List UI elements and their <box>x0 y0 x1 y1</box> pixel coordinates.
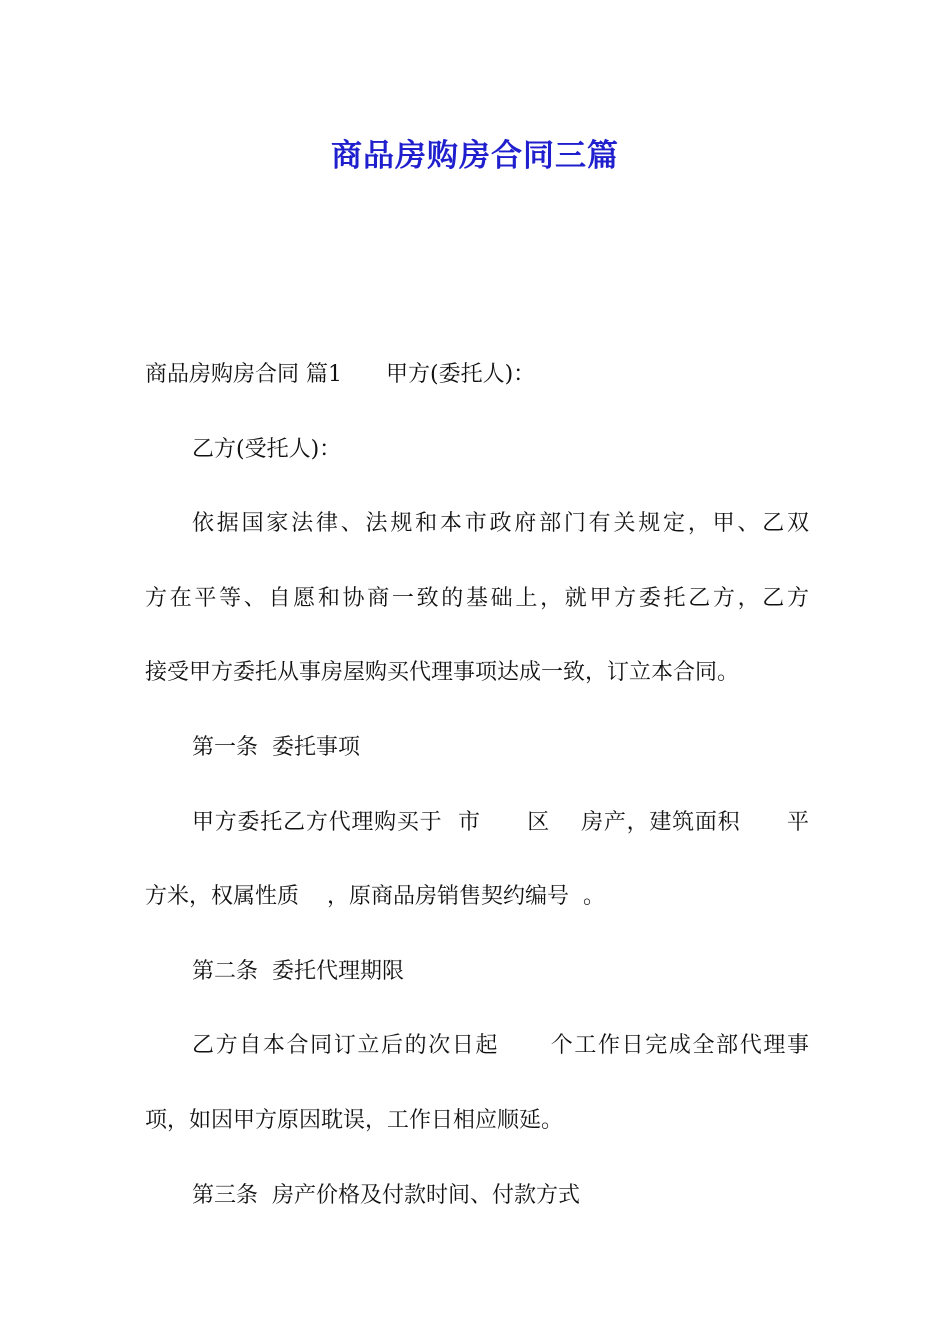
paragraph-preamble-line-2: 方在平等、自愿和协商一致的基础上，就甲方委托乙方，乙方 <box>145 585 809 611</box>
article-1-heading: 第一条 委托事项 <box>192 734 360 760</box>
article-2-line-1: 乙方自本合同订立后的次日起 个工作日完成全部代理事 <box>192 1033 809 1059</box>
paragraph-party-b: 乙方(受托人)： <box>192 436 342 462</box>
document-title: 商品房购房合同三篇 <box>331 138 619 174</box>
article-1-line-1: 甲方委托乙方代理购买于 市 区 房产，建筑面积 平 <box>192 809 809 835</box>
article-2-line-2: 项，如因甲方原因耽误，工作日相应顺延。 <box>145 1107 564 1133</box>
document-body <box>145 338 809 1233</box>
paragraph-contract-heading: 商品房购房合同 篇1 甲方(委托人)： <box>145 362 536 387</box>
paragraph-preamble-line-3: 接受甲方委托从事房屋购买代理事项达成一致，订立本合同。 <box>145 660 740 686</box>
article-3-heading: 第三条 房产价格及付款时间、付款方式 <box>192 1182 580 1208</box>
paragraph-preamble-line-1: 依据国家法律、法规和本市政府部门有关规定，甲、乙双 <box>192 511 809 537</box>
article-1-line-2: 方米，权属性质 ，原商品房销售契约编号 。 <box>145 884 605 910</box>
article-2-heading: 第二条 委托代理期限 <box>192 958 404 984</box>
